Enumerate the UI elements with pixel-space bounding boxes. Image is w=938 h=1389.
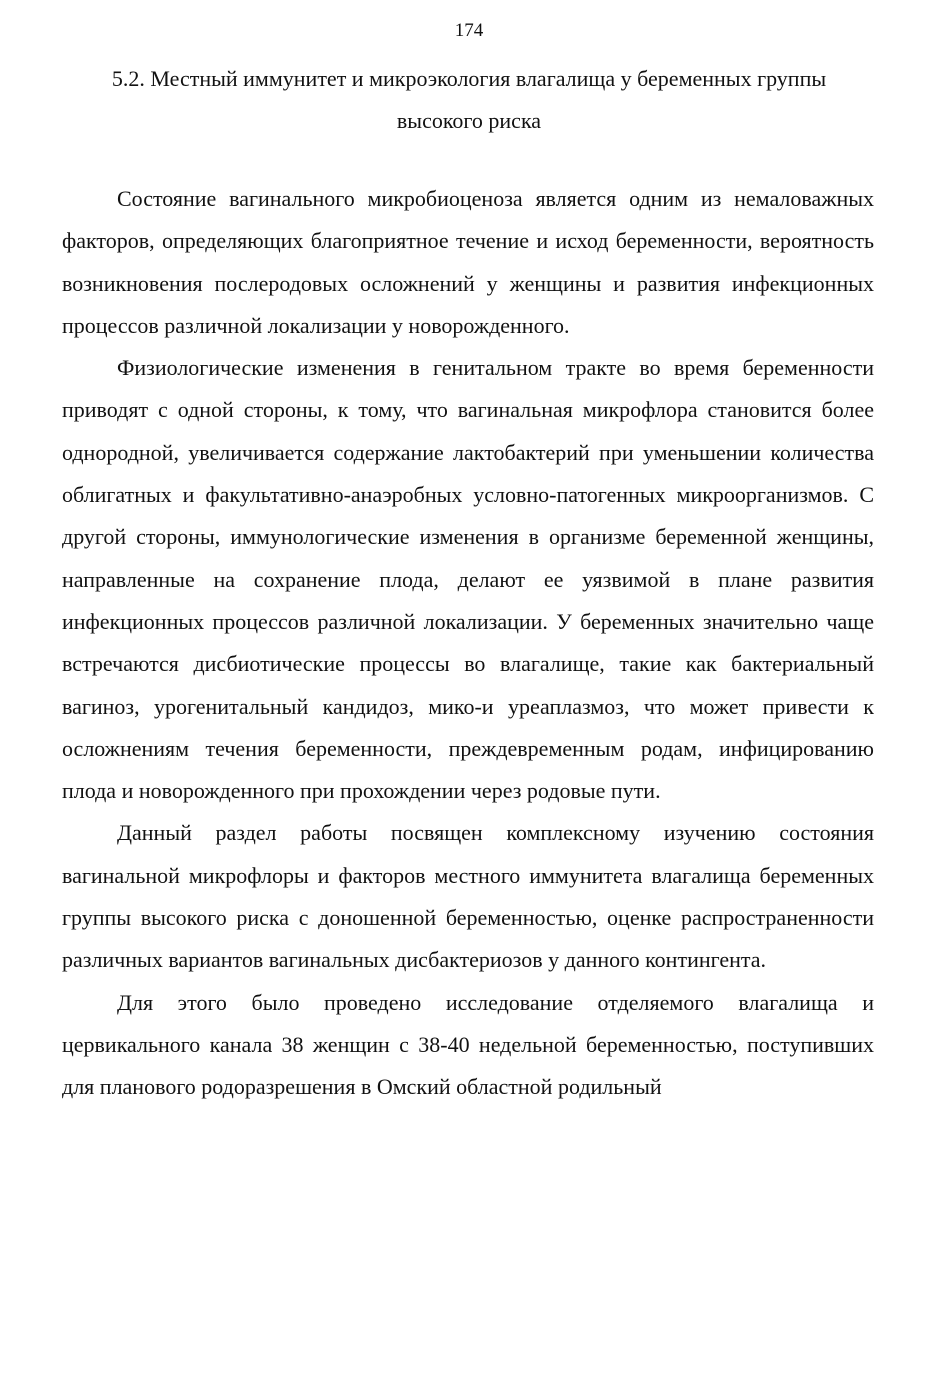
paragraph: Данный раздел работы посвящен комплексному изучению состояния вагинальной микрофлоры и факторов местного иммунитета влагалища беременных группы высокого риска с доношенной беременностью, оценке распространенности различных вариантов вагинальных дисбактериозов у данного контингента.	[62, 820, 874, 973]
paragraph: Для этого было проведено исследование отделяемого влагалища и цервикального канала 38 женщин с 38-40 недельной беременностью, поступивших для планового родоразрешения в Омский областной родильный	[62, 989, 874, 1100]
section-heading-line-1: 5.2. Местный иммунитет и микроэкология влагалища у беременных группы	[111, 66, 827, 91]
section-heading-line-2: высокого риска	[396, 108, 542, 133]
paragraph: Состояние вагинального микробиоценоза является одним из немаловажных факторов, определяющих благоприятное течение и исход беременности, вероятность возникновения послеродовых осложнений у женщины и развития инфекционных процессов различной локализации у новорожденного.	[62, 186, 874, 338]
paragraph: Физиологические изменения в генитальном тракте во время беременности приводят с одной стороны, к тому, что вагинальная микрофлора становится более однородной, увеличивается содержание лактобактерий при уменьшении количества облигатных и факультативно-анаэробных условно-патогенных микроорганизмов. С другой стороны, иммунологические изменения в организме беременной женщины, направленные на сохранение плода, делают ее уязвимой в плане развития инфекционных процессов различной локализации. У беременных значительно чаще встречаются дисбиотические процессы во влагалище, такие как бактериальный вагиноз, урогенитальный кандидоз, мико-и уреаплазмоз, что может привести к осложнениям течения беременности, преждевременным родам, инфицированию плода и новорожденного при прохождении через родовые пути.	[62, 355, 874, 804]
section-heading	[40, 58, 898, 142]
page-number: 174	[454, 20, 484, 41]
body-text	[62, 178, 874, 1109]
